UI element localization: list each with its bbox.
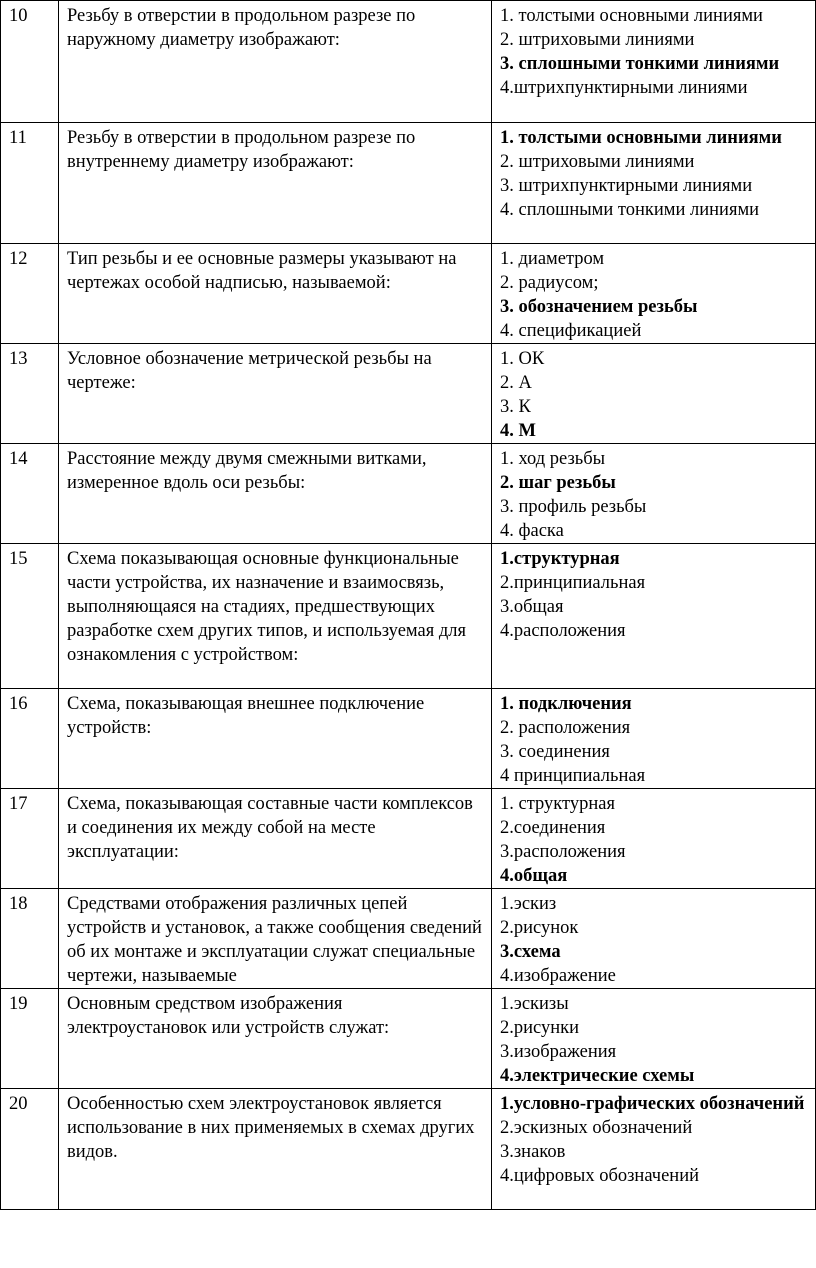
table-row [1,444,816,544]
question-number: 13 [1,344,59,444]
answer-option: 2.принципиальная [500,573,646,593]
table-row [1,1089,816,1210]
correct-answer-option: 4.электрические схемы [500,1066,695,1086]
question-number: 12 [1,244,59,344]
correct-answer-option: 3. сплошными тонкими линиями [500,54,780,74]
answer-option: 3. К [500,397,531,417]
answer-option: 4 принципиальная [500,766,646,786]
answer-options [492,789,816,889]
answer-option: 4. фаска [500,521,564,541]
correct-answer-option: 1. подключения [500,694,632,714]
answer-option: 2. радиусом; [500,273,599,293]
question-text: Расстояние между двумя смежными витками, измеренное вдоль оси резьбы: [59,444,492,544]
table-row [1,244,816,344]
answer-options [492,123,816,244]
answer-option: 3. штрихпунктирными линиями [500,176,753,196]
answer-options [492,544,816,689]
question-number: 19 [1,989,59,1089]
question-number: 17 [1,789,59,889]
question-text: Основным средством изображения электроустановок или устройств служат: [59,989,492,1089]
correct-answer-option: 1.условно-графических обозначений [500,1094,805,1114]
answer-option: 4. спецификацией [500,321,642,341]
correct-answer-option: 1.структурная [500,549,620,569]
answer-option: 2.эскизных обозначений [500,1118,693,1138]
answer-options [492,689,816,789]
answer-option: 1. ход резьбы [500,449,606,469]
table-row [1,789,816,889]
answer-option: 4.изображение [500,966,616,986]
correct-answer-option: 3.схема [500,942,561,962]
question-text: Резьбу в отверстии в продольном разрезе по наружному диаметру изображают: [59,1,492,123]
answer-option: 1.эскизы [500,994,569,1014]
answer-option: 3.знаков [500,1142,566,1162]
question-text: Схема показывающая основные функциональные части устройства, их назначение и взаимосвязь, выполняющаяся на стадиях, предшествующих разработке схем других типов, и используемая для ознакомления с устройством: [59,544,492,689]
question-text: Особенностью схем электроустановок является использование в них применяемых в схемах других видов. [59,1089,492,1210]
answer-options [492,989,816,1089]
answer-option: 3.изображения [500,1042,617,1062]
answer-option: 3. соединения [500,742,610,762]
answer-option: 2.рисунок [500,918,579,938]
answer-option: 2. расположения [500,718,631,738]
answer-option: 4. сплошными тонкими линиями [500,200,760,220]
answer-option: 2. А [500,373,532,393]
answer-option: 1. диаметром [500,249,605,269]
answer-option: 1. толстыми основными линиями [500,6,763,26]
question-text: Схема, показывающая внешнее подключение устройств: [59,689,492,789]
answer-option: 4.штрихпунктирными линиями [500,78,748,98]
answer-options [492,1089,816,1210]
correct-answer-option: 4.общая [500,866,568,886]
question-number: 15 [1,544,59,689]
question-text: Средствами отображения различных цепей устройств и установок, а также сообщения сведений об их монтаже и эксплуатации служат специальные чертежи, называемые [59,889,492,989]
question-number: 11 [1,123,59,244]
answer-options [492,444,816,544]
answer-option: 2. штриховыми линиями [500,30,695,50]
answer-option: 3. профиль резьбы [500,497,647,517]
table-row [1,544,816,689]
table-row [1,1,816,123]
question-text: Тип резьбы и ее основные размеры указывают на чертежах особой надписью, называемой: [59,244,492,344]
answer-option: 2.рисунки [500,1018,580,1038]
answer-option: 1. ОК [500,349,545,369]
answer-option: 2.соединения [500,818,606,838]
question-number: 16 [1,689,59,789]
question-number: 20 [1,1089,59,1210]
answer-option: 3.общая [500,597,564,617]
question-number: 10 [1,1,59,123]
table-row [1,989,816,1089]
correct-answer-option: 1. толстыми основными линиями [500,128,782,148]
table-row [1,689,816,789]
answer-option: 4.расположения [500,621,626,641]
table-row [1,889,816,989]
answer-option: 3.расположения [500,842,626,862]
correct-answer-option: 4. М [500,421,536,441]
answer-option: 4.цифровых обозначений [500,1166,700,1186]
answer-option: 1. структурная [500,794,615,814]
answer-options [492,1,816,123]
question-number: 14 [1,444,59,544]
table-row [1,123,816,244]
quiz-table-body [1,1,816,1210]
question-number: 18 [1,889,59,989]
table-row [1,344,816,444]
question-text: Резьбу в отверстии в продольном разрезе по внутреннему диаметру изображают: [59,123,492,244]
answer-options [492,889,816,989]
correct-answer-option: 3. обозначением резьбы [500,297,698,317]
answer-option: 2. штриховыми линиями [500,152,695,172]
answer-option: 1.эскиз [500,894,557,914]
answer-options [492,344,816,444]
question-text: Условное обозначение метрической резьбы на чертеже: [59,344,492,444]
question-text: Схема, показывающая составные части комплексов и соединения их между собой на месте эксплуатации: [59,789,492,889]
correct-answer-option: 2. шаг резьбы [500,473,616,493]
answer-options [492,244,816,344]
